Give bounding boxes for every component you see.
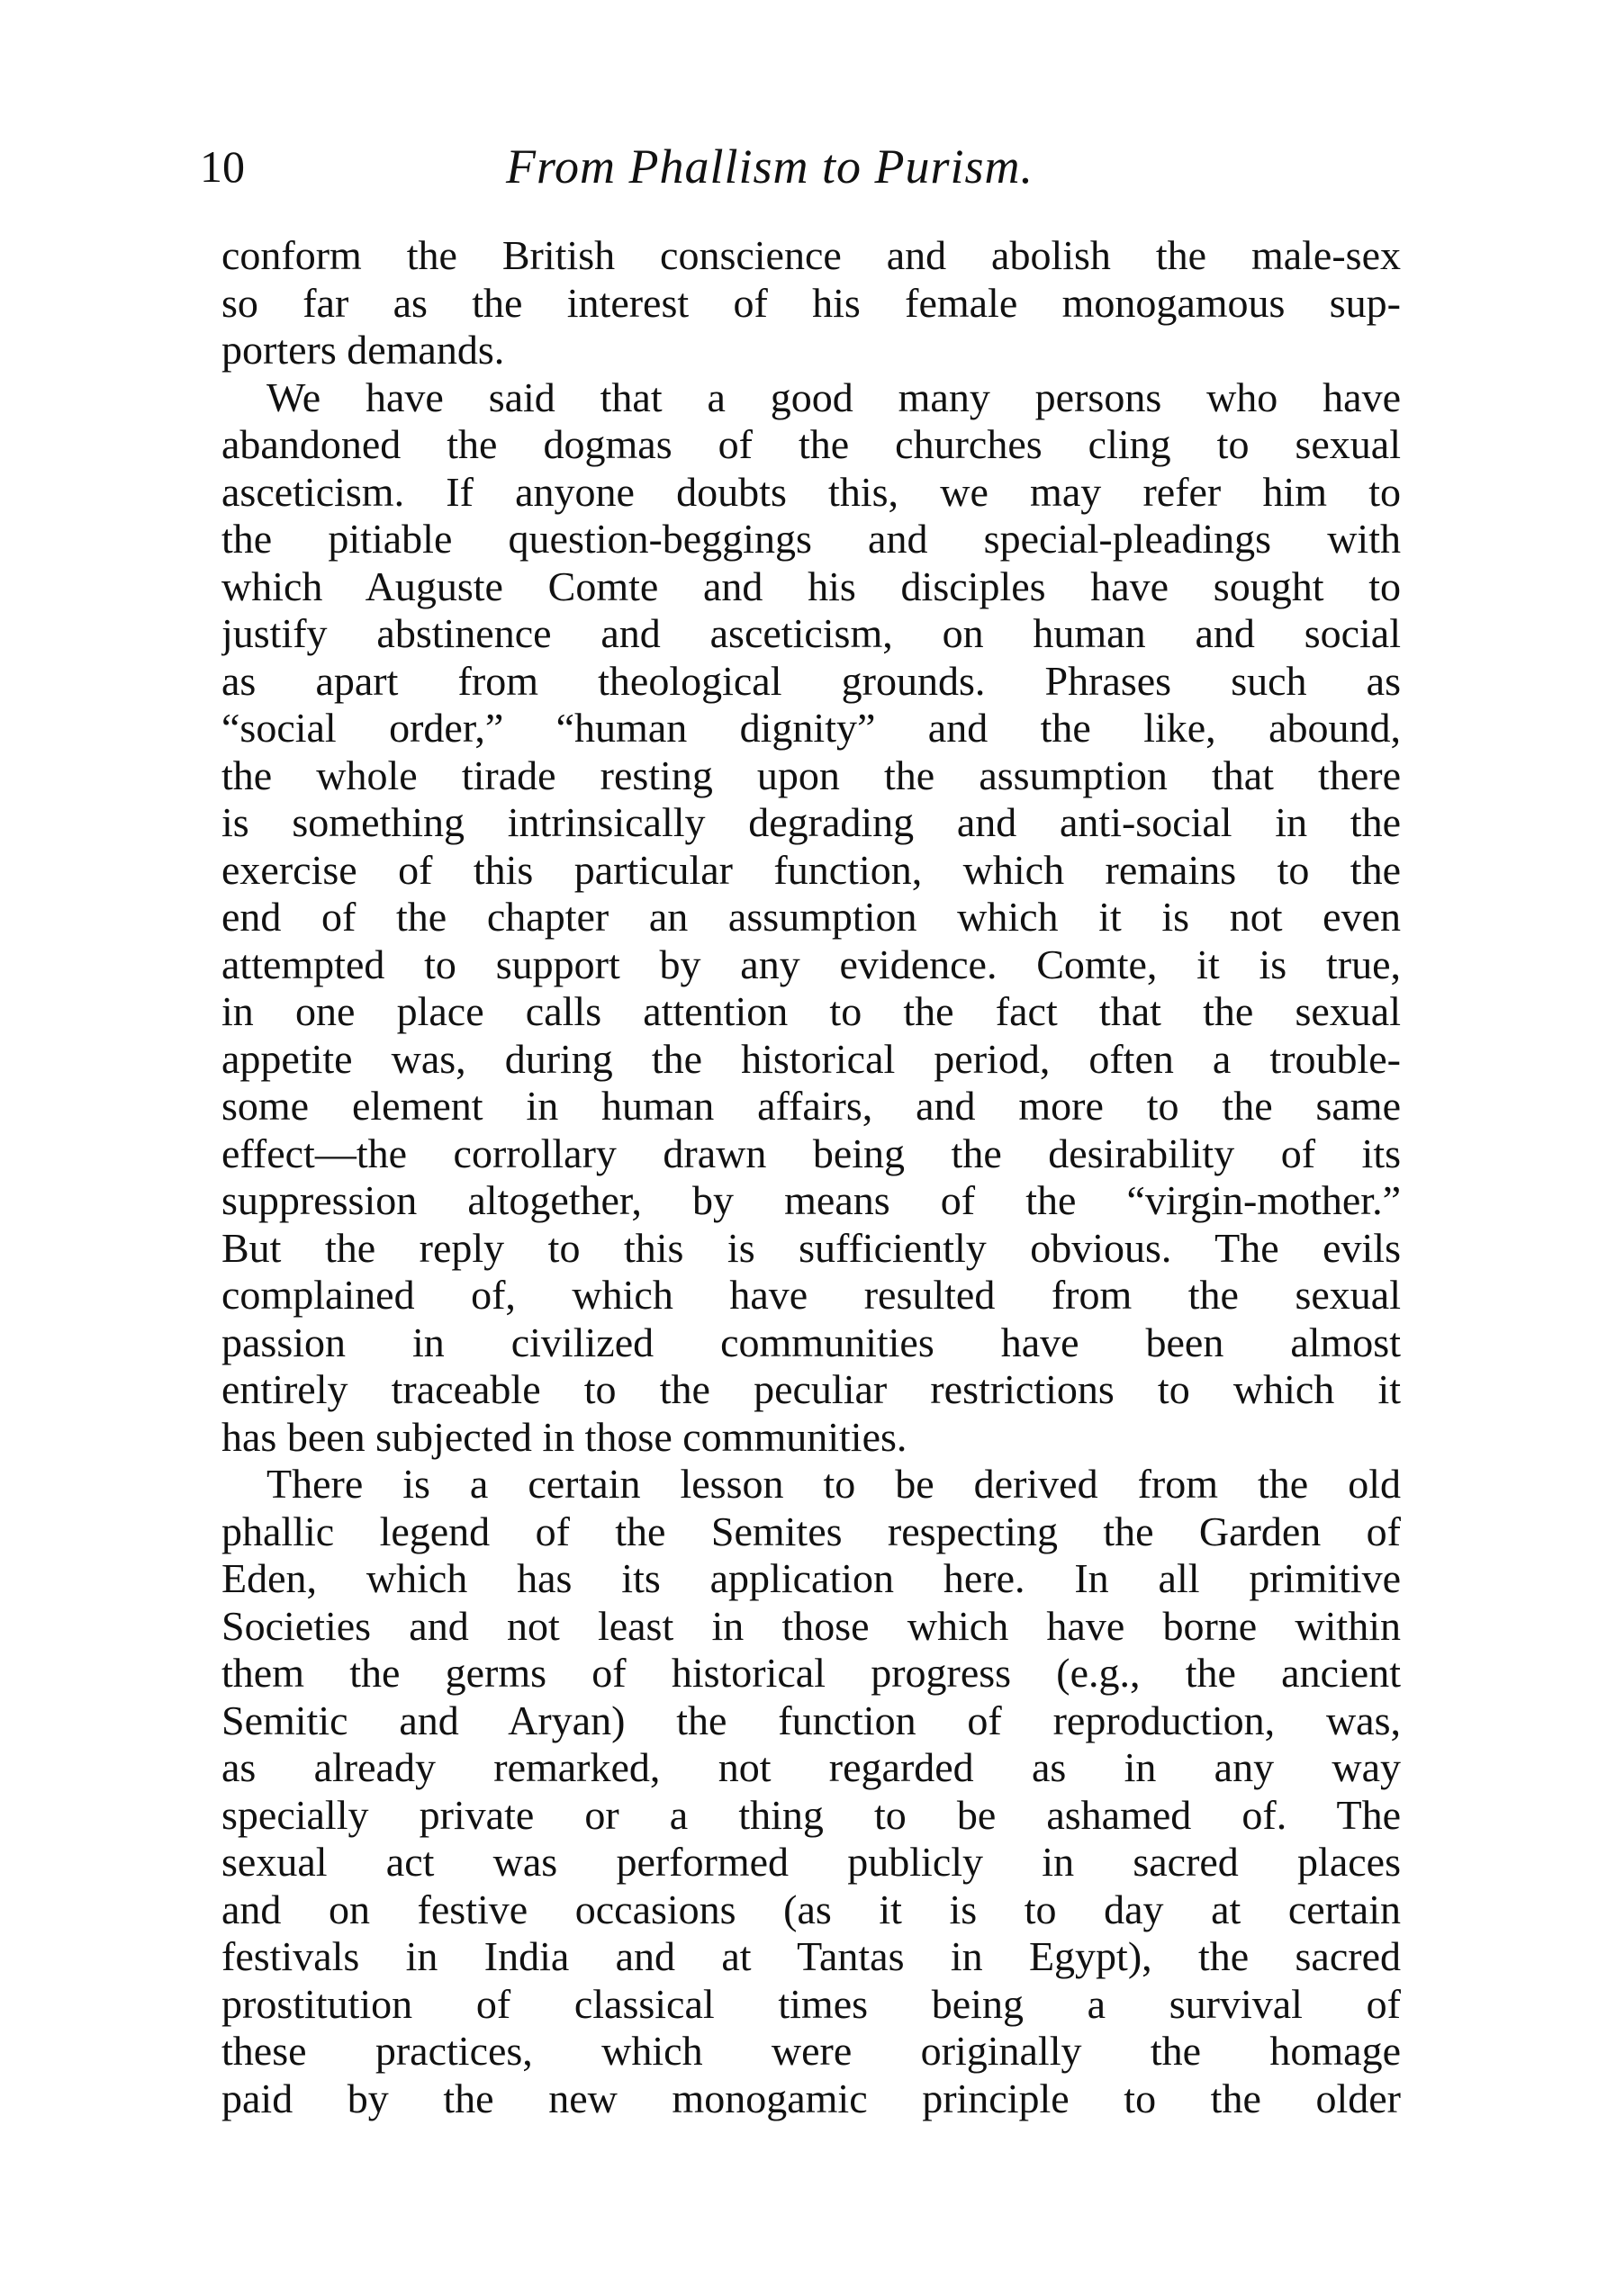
text-line: exercise of this particular function, which remains to the [221,846,1401,893]
text-line: prostitution of classical times being a survival of [221,1980,1401,2027]
page-header [200,135,1406,198]
page-number: 10 [200,141,245,192]
text-line: specially private or a thing to be ashamed of. The [221,1791,1401,1838]
text-line: There is a certain lesson to be derived from the old [266,1461,1401,1507]
text-line: festivals in India and at Tantas in Egypt), the sacred [221,1933,1401,1979]
text-line: is something intrinsically degrading and anti-social in the [221,799,1401,845]
text-line: which Auguste Comte and his disciples have sought to [221,563,1401,609]
text-line: abandoned the dogmas of the churches cling to sexual [221,421,1401,467]
text-line: appetite was, during the historical period, often a trouble- [221,1035,1401,1082]
text-line: as already remarked, not regarded as in any way [221,1744,1401,1790]
text-line: effect—the corrollary drawn being the desirability of its [221,1130,1401,1176]
text-line: as apart from theological grounds. Phrases such as [221,657,1401,704]
text-line: We have said that a good many persons who have [266,374,1401,420]
text-line: entirely traceable to the peculiar restrictions to which it [221,1366,1401,1412]
text-line: sexual act was performed publicly in sacred places [221,1839,1401,1885]
running-title: From Phallism to Purism. [506,140,1034,194]
text-line: attempted to support by any evidence. Comte, it is true, [221,941,1401,987]
text-line: Eden, which has its application here. In all primitive [221,1555,1401,1601]
text-line: porters demands. [221,327,505,373]
text-line: the pitiable question-beggings and special-pleadings with [221,516,1401,562]
text-line: and on festive occasions (as it is to day at certain [221,1886,1401,1932]
text-line: these practices, which were originally the homage [221,2028,1401,2074]
text-line: suppression altogether, by means of the “virgin-mother.” [221,1177,1401,1223]
text-line: complained of, which have resulted from the sexual [221,1272,1401,1318]
text-line: Semitic and Aryan) the function of reproduction, was, [221,1697,1401,1743]
text-line: phallic legend of the Semites respecting the Garden of [221,1508,1401,1554]
text-line: Societies and not least in those which have borne within [221,1602,1401,1649]
text-line: end of the chapter an assumption which it is not even [221,894,1401,940]
text-line: them the germs of historical progress (e.g., the ancient [221,1650,1401,1696]
text-line: some element in human affairs, and more to the same [221,1083,1401,1129]
text-line: paid by the new monogamic principle to the older [221,2075,1401,2121]
text-line: so far as the interest of his female monogamous sup- [221,279,1401,326]
text-line: has been subjected in those communities. [221,1413,907,1460]
text-line: in one place calls attention to the fact that the sexual [221,988,1401,1034]
text-line: “social order,” “human dignity” and the like, abound, [221,705,1401,751]
text-line: the whole tirade resting upon the assumption that there [221,752,1401,798]
text-line: justify abstinence and asceticism, on human and social [221,610,1401,656]
text-line: conform the British conscience and abolish the male-sex [221,232,1401,278]
text-line: asceticism. If anyone doubts this, we may refer him to [221,468,1401,515]
body-text [221,232,1401,2122]
text-line: passion in civilized communities have been almost [221,1319,1401,1365]
text-line: But the reply to this is sufficiently obvious. The evils [221,1224,1401,1271]
